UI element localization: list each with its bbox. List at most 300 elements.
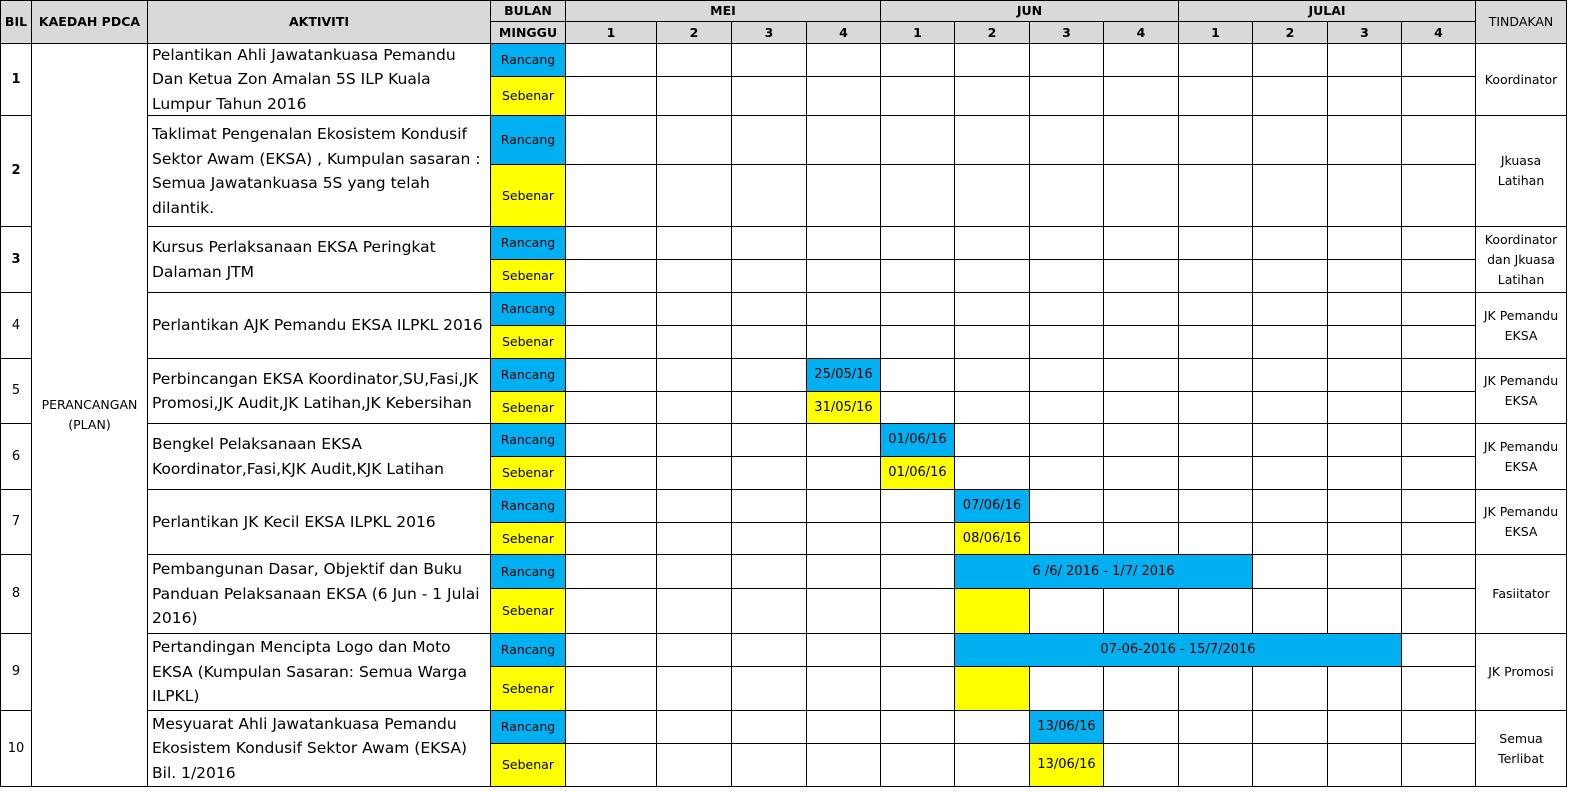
week-cell — [1179, 44, 1253, 77]
header-week-2: 2 — [657, 22, 732, 44]
sebenar-label: Sebenar — [491, 744, 566, 787]
week-cell — [566, 744, 657, 787]
tindakan-cell: JK Pemandu EKSA — [1476, 359, 1567, 424]
header-kaedah-pdca: KAEDAH PDCA — [32, 0, 148, 44]
aktiviti-cell: Kursus Perlaksanaan EKSA Peringkat Dalaman JTM — [148, 227, 491, 293]
week-cell — [732, 490, 807, 523]
week-cell — [1104, 589, 1179, 634]
week-cell — [1402, 165, 1476, 227]
week-cell — [881, 523, 955, 555]
week-cell — [1328, 44, 1402, 77]
week-cell — [1030, 227, 1104, 260]
week-cell — [807, 77, 881, 116]
aktiviti-cell: Bengkel Pelaksanaan EKSA Koordinator,Fasi,KJK Audit,KJK Latihan — [148, 424, 491, 490]
kaedah-pdca-value: PERANCANGAN (PLAN) — [32, 44, 148, 787]
week-cell — [1253, 293, 1328, 326]
week-cell — [955, 293, 1030, 326]
week-cell — [807, 326, 881, 359]
week-cell — [1328, 227, 1402, 260]
week-cell — [1179, 523, 1253, 555]
week-cell — [1328, 490, 1402, 523]
week-cell — [566, 165, 657, 227]
week-cell — [1328, 424, 1402, 457]
week-cell — [1179, 589, 1253, 634]
rancang-bar: 13/06/16 — [1030, 711, 1104, 744]
week-cell — [1030, 457, 1104, 490]
tindakan-cell: JK Pemandu EKSA — [1476, 293, 1567, 359]
week-cell — [1179, 326, 1253, 359]
sebenar-bar: 13/06/16 — [1030, 744, 1104, 787]
week-cell — [1328, 77, 1402, 116]
week-cell — [955, 359, 1030, 392]
week-cell — [1104, 392, 1179, 424]
aktiviti-cell: Pembangunan Dasar, Objektif dan Buku Panduan Pelaksanaan EKSA (6 Jun - 1 Julai 2016) — [148, 555, 491, 634]
week-cell — [657, 457, 732, 490]
header-week-3: 3 — [732, 22, 807, 44]
week-cell — [807, 457, 881, 490]
week-cell — [1104, 165, 1179, 227]
week-cell — [566, 227, 657, 260]
week-cell — [1253, 392, 1328, 424]
aktiviti-cell: Pelantikan Ahli Jawatankuasa Pemandu Dan Ketua Zon Amalan 5S ILP Kuala Lumpur Tahun 2016 — [148, 44, 491, 116]
week-cell — [881, 227, 955, 260]
sebenar-label: Sebenar — [491, 326, 566, 359]
week-cell — [955, 44, 1030, 77]
week-cell — [566, 44, 657, 77]
week-cell — [732, 227, 807, 260]
rancang-bar: 07-06-2016 - 15/7/2016 — [955, 634, 1402, 667]
week-cell — [657, 44, 732, 77]
week-cell — [881, 589, 955, 634]
week-cell — [657, 667, 732, 711]
week-cell — [1030, 424, 1104, 457]
rancang-label: Rancang — [491, 359, 566, 392]
week-cell — [881, 634, 955, 667]
week-cell — [1104, 326, 1179, 359]
week-cell — [1253, 260, 1328, 293]
week-cell — [1328, 293, 1402, 326]
header-aktiviti: AKTIVITI — [148, 0, 491, 44]
week-cell — [1030, 293, 1104, 326]
week-cell — [657, 555, 732, 589]
week-cell — [732, 667, 807, 711]
week-cell — [1402, 116, 1476, 165]
week-cell — [881, 326, 955, 359]
week-cell — [1179, 392, 1253, 424]
aktiviti-cell: Perlantikan AJK Pemandu EKSA ILPKL 2016 — [148, 293, 491, 359]
week-cell — [566, 634, 657, 667]
week-cell — [657, 634, 732, 667]
week-cell — [1030, 523, 1104, 555]
week-cell — [1328, 392, 1402, 424]
week-cell — [1402, 523, 1476, 555]
header-week-11: 3 — [1328, 22, 1402, 44]
week-cell — [1328, 589, 1402, 634]
week-cell — [732, 523, 807, 555]
aktiviti-cell: Perlantikan JK Kecil EKSA ILPKL 2016 — [148, 490, 491, 555]
sebenar-label: Sebenar — [491, 667, 566, 711]
week-cell — [657, 589, 732, 634]
week-cell — [807, 293, 881, 326]
week-cell — [1030, 359, 1104, 392]
sebenar-label: Sebenar — [491, 457, 566, 490]
week-cell — [1104, 44, 1179, 77]
week-cell — [1179, 359, 1253, 392]
header-week-12: 4 — [1402, 22, 1476, 44]
week-cell — [1030, 165, 1104, 227]
week-cell — [566, 359, 657, 392]
week-cell — [881, 359, 955, 392]
week-cell — [807, 227, 881, 260]
week-cell — [657, 711, 732, 744]
tindakan-cell: Semua Terlibat — [1476, 711, 1567, 787]
week-cell — [732, 424, 807, 457]
bil-cell: 2 — [0, 116, 32, 227]
week-cell — [881, 116, 955, 165]
rancang-bar: 07/06/16 — [955, 490, 1030, 523]
week-cell — [1253, 523, 1328, 555]
week-cell — [1402, 227, 1476, 260]
week-cell — [1253, 227, 1328, 260]
week-cell — [732, 77, 807, 116]
week-cell — [1179, 711, 1253, 744]
sebenar-label: Sebenar — [491, 165, 566, 227]
week-cell — [807, 523, 881, 555]
week-cell — [1402, 744, 1476, 787]
week-cell — [881, 744, 955, 787]
week-cell — [566, 392, 657, 424]
week-cell — [1328, 523, 1402, 555]
sebenar-bar: 31/05/16 — [807, 392, 881, 424]
week-cell — [732, 44, 807, 77]
week-cell — [732, 293, 807, 326]
week-cell — [955, 227, 1030, 260]
week-cell — [1104, 457, 1179, 490]
week-cell — [732, 116, 807, 165]
bil-cell: 9 — [0, 634, 32, 711]
header-bil: BIL — [0, 0, 32, 44]
sebenar-label: Sebenar — [491, 77, 566, 116]
week-cell — [1030, 392, 1104, 424]
rancang-label: Rancang — [491, 227, 566, 260]
week-cell — [1253, 711, 1328, 744]
week-cell — [807, 44, 881, 77]
week-cell — [955, 392, 1030, 424]
week-cell — [1104, 523, 1179, 555]
aktiviti-cell: Mesyuarat Ahli Jawatankuasa Pemandu Ekosistem Kondusif Sektor Awam (EKSA) Bil. 1/2016 — [148, 711, 491, 787]
rancang-label: Rancang — [491, 634, 566, 667]
week-cell — [1253, 457, 1328, 490]
header-month-mei: MEI — [566, 0, 881, 22]
week-cell — [1253, 555, 1328, 589]
week-cell — [1030, 77, 1104, 116]
week-cell — [1179, 260, 1253, 293]
week-cell — [1253, 359, 1328, 392]
week-cell — [566, 523, 657, 555]
tindakan-cell: Jkuasa Latihan — [1476, 116, 1567, 227]
week-cell — [657, 424, 732, 457]
week-cell — [1402, 293, 1476, 326]
week-cell — [1030, 44, 1104, 77]
rancang-label: Rancang — [491, 44, 566, 77]
week-cell — [1179, 227, 1253, 260]
week-cell — [1328, 116, 1402, 165]
week-cell — [1328, 165, 1402, 227]
week-cell — [1104, 293, 1179, 326]
week-cell — [955, 457, 1030, 490]
week-cell — [657, 490, 732, 523]
week-cell — [1104, 744, 1179, 787]
week-cell — [657, 165, 732, 227]
week-cell — [657, 523, 732, 555]
week-cell — [1402, 326, 1476, 359]
rancang-bar: 6 /6/ 2016 - 1/7/ 2016 — [955, 555, 1253, 589]
week-cell — [1179, 424, 1253, 457]
tindakan-cell: Koordinator — [1476, 44, 1567, 116]
week-cell — [807, 116, 881, 165]
header-bulan: BULAN — [491, 0, 566, 22]
week-cell — [566, 326, 657, 359]
week-cell — [1402, 555, 1476, 589]
week-cell — [1179, 490, 1253, 523]
week-cell — [1179, 293, 1253, 326]
week-cell — [657, 116, 732, 165]
week-cell — [657, 359, 732, 392]
week-cell — [1328, 359, 1402, 392]
week-cell — [732, 359, 807, 392]
week-cell — [881, 44, 955, 77]
sebenar-bar: 01/06/16 — [881, 457, 955, 490]
sebenar-bar: 08/06/16 — [955, 523, 1030, 555]
header-tindakan: TINDAKAN — [1476, 0, 1567, 44]
week-cell — [566, 424, 657, 457]
week-cell — [807, 424, 881, 457]
week-cell — [657, 260, 732, 293]
week-cell — [566, 77, 657, 116]
sebenar-bar — [955, 667, 1030, 711]
week-cell — [807, 589, 881, 634]
tindakan-cell: JK Pemandu EKSA — [1476, 424, 1567, 490]
week-cell — [955, 116, 1030, 165]
week-cell — [1253, 424, 1328, 457]
header-month-julai: JULAI — [1179, 0, 1476, 22]
week-cell — [657, 77, 732, 116]
week-cell — [807, 260, 881, 293]
header-week-9: 1 — [1179, 22, 1253, 44]
week-cell — [955, 424, 1030, 457]
week-cell — [955, 165, 1030, 227]
week-cell — [1253, 44, 1328, 77]
week-cell — [1328, 667, 1402, 711]
week-cell — [1253, 116, 1328, 165]
header-minggu: MINGGU — [491, 22, 566, 44]
bil-cell: 4 — [0, 293, 32, 359]
week-cell — [1253, 589, 1328, 634]
week-cell — [881, 165, 955, 227]
rancang-label: Rancang — [491, 293, 566, 326]
bil-cell: 8 — [0, 555, 32, 634]
week-cell — [1104, 424, 1179, 457]
rancang-label: Rancang — [491, 555, 566, 589]
week-cell — [807, 667, 881, 711]
bil-cell: 6 — [0, 424, 32, 490]
rancang-label: Rancang — [491, 116, 566, 165]
week-cell — [1179, 165, 1253, 227]
week-cell — [732, 165, 807, 227]
week-cell — [566, 457, 657, 490]
week-cell — [732, 744, 807, 787]
week-cell — [881, 260, 955, 293]
week-cell — [1253, 744, 1328, 787]
bil-cell: 5 — [0, 359, 32, 424]
week-cell — [807, 711, 881, 744]
week-cell — [1402, 424, 1476, 457]
week-cell — [1179, 116, 1253, 165]
week-cell — [1402, 77, 1476, 116]
header-month-jun: JUN — [881, 0, 1179, 22]
week-cell — [1402, 457, 1476, 490]
week-cell — [881, 711, 955, 744]
week-cell — [1402, 359, 1476, 392]
bil-cell: 3 — [0, 227, 32, 293]
week-cell — [955, 326, 1030, 359]
week-cell — [1328, 326, 1402, 359]
bil-cell: 10 — [0, 711, 32, 787]
week-cell — [955, 260, 1030, 293]
week-cell — [566, 116, 657, 165]
week-cell — [1104, 711, 1179, 744]
aktiviti-cell: Perbincangan EKSA Koordinator,SU,Fasi,JK Promosi,JK Audit,JK Latihan,JK Kebersihan — [148, 359, 491, 424]
header-week-4: 4 — [807, 22, 881, 44]
week-cell — [1253, 165, 1328, 227]
week-cell — [1328, 744, 1402, 787]
week-cell — [881, 490, 955, 523]
week-cell — [807, 165, 881, 227]
week-cell — [955, 711, 1030, 744]
sebenar-label: Sebenar — [491, 589, 566, 634]
header-week-1: 1 — [566, 22, 657, 44]
week-cell — [1402, 634, 1476, 667]
week-cell — [881, 293, 955, 326]
week-cell — [1179, 457, 1253, 490]
week-cell — [1328, 260, 1402, 293]
week-cell — [1402, 44, 1476, 77]
week-cell — [1104, 116, 1179, 165]
week-cell — [1402, 711, 1476, 744]
tindakan-cell: JK Pemandu EKSA — [1476, 490, 1567, 555]
sebenar-label: Sebenar — [491, 523, 566, 555]
week-cell — [955, 744, 1030, 787]
week-cell — [1030, 667, 1104, 711]
week-cell — [1253, 77, 1328, 116]
week-cell — [657, 744, 732, 787]
week-cell — [807, 490, 881, 523]
week-cell — [1253, 490, 1328, 523]
sebenar-bar — [955, 589, 1030, 634]
week-cell — [1179, 77, 1253, 116]
header-week-7: 3 — [1030, 22, 1104, 44]
rancang-label: Rancang — [491, 490, 566, 523]
week-cell — [1179, 744, 1253, 787]
header-week-10: 2 — [1253, 22, 1328, 44]
week-cell — [732, 711, 807, 744]
week-cell — [1402, 392, 1476, 424]
week-cell — [1030, 326, 1104, 359]
week-cell — [1104, 359, 1179, 392]
rancang-bar: 01/06/16 — [881, 424, 955, 457]
week-cell — [732, 457, 807, 490]
week-cell — [807, 555, 881, 589]
week-cell — [1402, 667, 1476, 711]
week-cell — [1104, 77, 1179, 116]
week-cell — [807, 744, 881, 787]
week-cell — [732, 634, 807, 667]
week-cell — [1030, 589, 1104, 634]
rancang-label: Rancang — [491, 424, 566, 457]
week-cell — [1104, 260, 1179, 293]
week-cell — [1104, 490, 1179, 523]
header-week-6: 2 — [955, 22, 1030, 44]
week-cell — [881, 392, 955, 424]
header-week-5: 1 — [881, 22, 955, 44]
week-cell — [881, 667, 955, 711]
week-cell — [657, 227, 732, 260]
week-cell — [1104, 227, 1179, 260]
week-cell — [807, 634, 881, 667]
week-cell — [1328, 555, 1402, 589]
week-cell — [566, 293, 657, 326]
week-cell — [1253, 667, 1328, 711]
week-cell — [657, 392, 732, 424]
sebenar-label: Sebenar — [491, 392, 566, 424]
week-cell — [1402, 589, 1476, 634]
rancang-label: Rancang — [491, 711, 566, 744]
tindakan-cell: Fasiitator — [1476, 555, 1567, 634]
week-cell — [1253, 326, 1328, 359]
week-cell — [732, 392, 807, 424]
rancang-bar: 25/05/16 — [807, 359, 881, 392]
week-cell — [566, 667, 657, 711]
week-cell — [955, 77, 1030, 116]
aktiviti-cell: Pertandingan Mencipta Logo dan Moto EKSA (Kumpulan Sasaran: Semua Warga ILPKL) — [148, 634, 491, 711]
week-cell — [732, 589, 807, 634]
week-cell — [566, 589, 657, 634]
week-cell — [881, 77, 955, 116]
week-cell — [1402, 260, 1476, 293]
bil-cell: 7 — [0, 490, 32, 555]
sebenar-label: Sebenar — [491, 260, 566, 293]
week-cell — [1328, 457, 1402, 490]
week-cell — [732, 260, 807, 293]
week-cell — [1179, 667, 1253, 711]
week-cell — [1030, 116, 1104, 165]
week-cell — [566, 260, 657, 293]
week-cell — [1328, 711, 1402, 744]
week-cell — [657, 326, 732, 359]
week-cell — [732, 555, 807, 589]
tindakan-cell: Koordinator dan Jkuasa Latihan — [1476, 227, 1567, 293]
week-cell — [1402, 490, 1476, 523]
aktiviti-cell: Taklimat Pengenalan Ekosistem Kondusif Sektor Awam (EKSA) , Kumpulan sasaran : Semua Jawatankuasa 5S yang telah dilantik. — [148, 116, 491, 227]
week-cell — [732, 326, 807, 359]
tindakan-cell: JK Promosi — [1476, 634, 1567, 711]
bil-cell: 1 — [0, 44, 32, 116]
week-cell — [1030, 490, 1104, 523]
header-week-8: 4 — [1104, 22, 1179, 44]
week-cell — [1030, 260, 1104, 293]
week-cell — [566, 711, 657, 744]
week-cell — [657, 293, 732, 326]
